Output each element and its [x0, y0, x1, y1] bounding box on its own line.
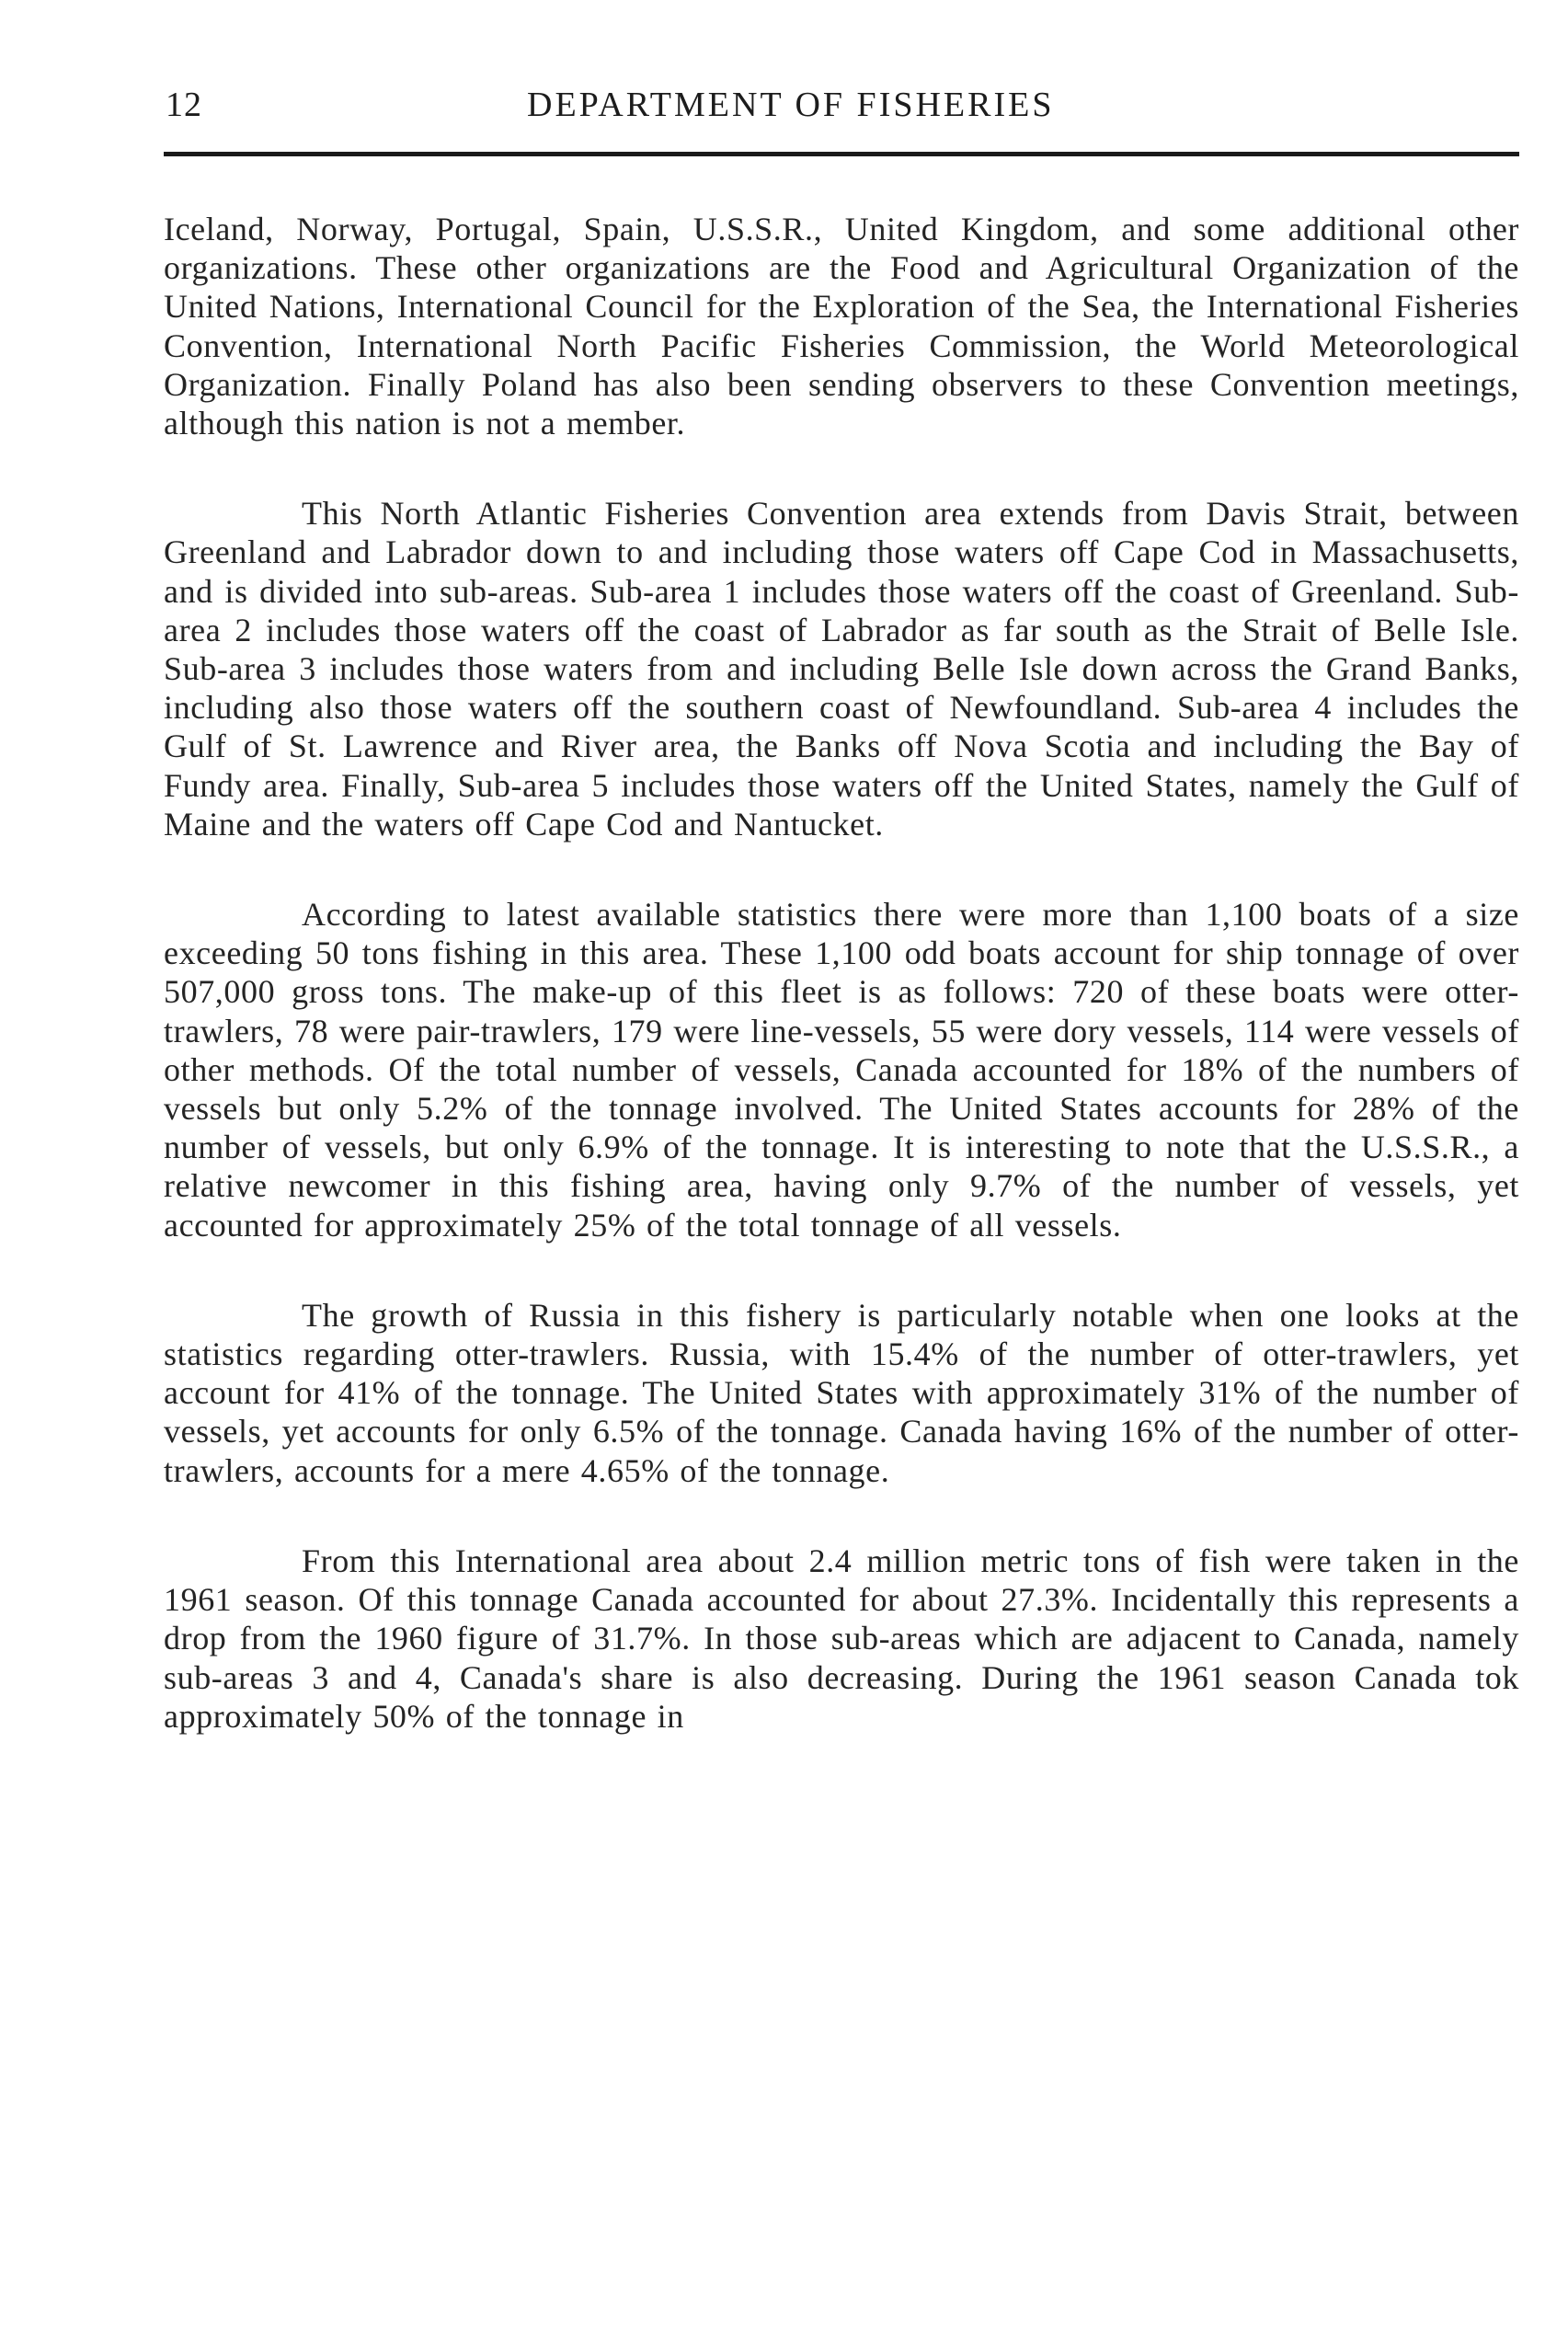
- paragraph-organizations: Iceland, Norway, Portugal, Spain, U.S.S.R., United Kingdom, and some additional other organizations. These other organizations are the Food and Agricultural Organization of the United Nations, International Council for the Exploration of the Sea, the International Fisheries Convention, International North Pacific Fisheries Commission, the World Meteorological Organization. Finally Poland has also been sending observers to these Convention meetings, although this nation is not a member.: [164, 211, 1519, 442]
- paragraph-russia-growth: The growth of Russia in this fishery is particularly notable when one looks at the statistics regarding otter-trawlers. Russia, with 15.4% of the number of otter-trawlers, yet account for 41% of the tonnage. The United States with approximately 31% of the number of vessels, yet accounts for only 6.5% of the tonnage. Canada having 16% of the number of otter-trawlers, accounts for a mere 4.65% of the tonnage.: [164, 1296, 1519, 1489]
- paragraph-fleet-statistics: According to latest available statistics there were more than 1,100 boats of a size exceeding 50 tons fishing in this area. These 1,100 odd boats account for ship tonnage of over 507,000 gross tons. The make-up of this fleet is as follows: 720 of these boats were otter-trawlers, 78 were pair-trawlers, 179 were line-vessels, 55 were dory vessels, 114 were vessels of other methods. Of the total number of vessels, Canada accounted for 18% of the numbers of vessels but only 5.2% of the tonnage involved. The United States accounts for 28% of the number of vessels, but only 6.9% of the tonnage. It is interesting to note that the U.S.S.R., a relative newcomer in this fishing area, having only 9.7% of the number of vessels, yet accounted for approximately 25% of the total tonnage of all vessels.: [164, 896, 1519, 1244]
- page-number: 12: [166, 86, 202, 124]
- paragraph-catch-1961: From this International area about 2.4 million metric tons of fish were taken in the 1961 season. Of this tonnage Canada accounted for about 27.3%. Incidentally this represents a drop from the 1960 figure of 31.7%. In those sub-areas which are adjacent to Canada, namely sub-areas 3 and 4, Canada's share is also decreasing. During the 1961 season Canada tok approximately 50% of the tonnage in: [164, 1542, 1519, 1735]
- running-head: DEPARTMENT OF FISHERIES: [527, 86, 1055, 124]
- header-rule: [164, 152, 1519, 156]
- body-text: [164, 210, 1519, 1787]
- paragraph-convention-area: This North Atlantic Fisheries Convention area extends from Davis Strait, between Greenland and Labrador down to and including those waters off Cape Cod in Massachusetts, and is divided into sub-areas. Sub-area 1 includes those waters off the coast of Greenland. Sub-area 2 includes those waters off the coast of Labrador as far south as the Strait of Belle Isle. Sub-area 3 includes those waters from and including Belle Isle down across the Grand Banks, including also those waters off the southern coast of Newfoundland. Sub-area 4 includes the Gulf of St. Lawrence and River area, the Banks off Nova Scotia and including the Bay of Fundy area. Finally, Sub-area 5 includes those waters off the United States, namely the Gulf of Maine and the waters off Cape Cod and Nantucket.: [164, 495, 1519, 843]
- page-header: [164, 85, 1519, 136]
